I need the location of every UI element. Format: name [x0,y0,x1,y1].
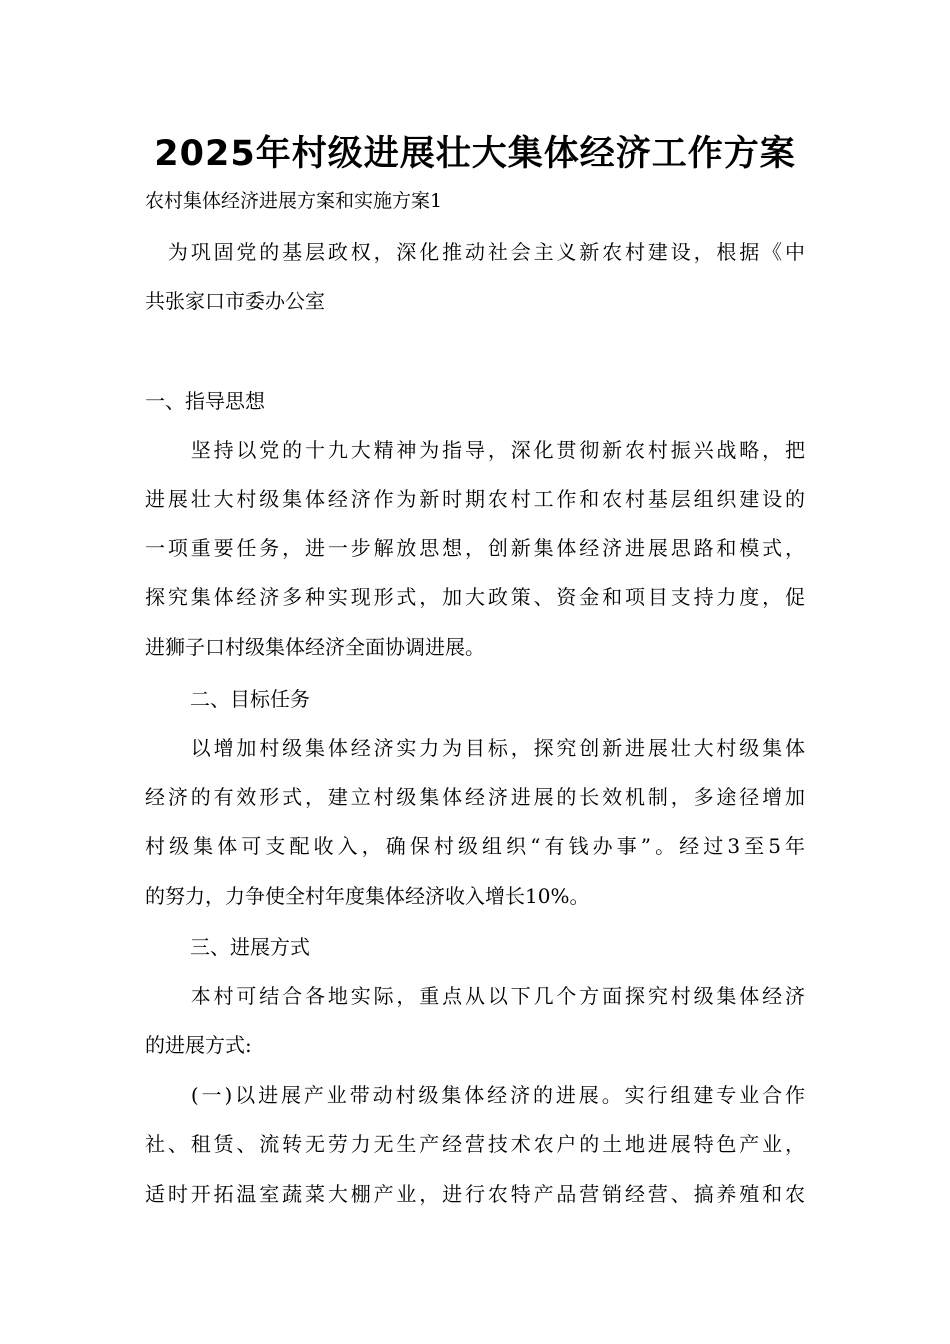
section-heading-goals: 二、目标任务 [190,687,310,711]
document-subtitle: 农村集体经济进展方案和实施方案1 [145,190,443,212]
paragraph-line: 以增加村级集体经济实力为目标，探究创新进展壮大村级集体 [145,736,805,760]
section-heading-methods: 三、进展方式 [190,935,310,959]
intro-line: 为巩固党的基层政权，深化推动社会主义新农村建设，根据《中 [145,240,805,264]
paragraph-line: 探究集体经济多种实现形式，加大政策、资金和项目支持力度，促 [145,585,805,609]
paragraph-line: 社、租赁、流转无劳力无生产经营技术农户的土地进展特色产业， [145,1132,805,1156]
section-heading-guiding-ideology: 一、指导思想 [145,389,265,413]
paragraph-line: 一项重要任务，进一步解放思想，创新集体经济进展思路和模式， [145,536,805,560]
paragraph-line: 适时开拓温室蔬菜大棚产业，进行农特产品营销经营、搞养殖和农 [145,1182,805,1206]
paragraph-line: 的进展方式: [145,1033,252,1057]
document-title: 2025年村级进展壮大集体经济工作方案 [154,134,796,174]
paragraph-line: 本村可结合各地实际，重点从以下几个方面探究村级集体经济 [145,984,805,1008]
paragraph-line: 的努力，力争使全村年度集体经济收入增长10%。 [145,884,590,908]
paragraph-line: 村级集体可支配收入，确保村级组织“有钱办事”。经过3至5年 [145,834,805,858]
paragraph-line: 进展壮大村级集体经济作为新时期农村工作和农村基层组织建设的 [145,487,805,511]
paragraph-line: 进狮子口村级集体经济全面协调进展。 [145,635,485,659]
paragraph-line: (一)以进展产业带动村级集体经济的进展。实行组建专业合作 [145,1083,805,1107]
paragraph-line: 坚持以党的十九大精神为指导，深化贯彻新农村振兴战略，把 [145,438,805,462]
paragraph-line: 经济的有效形式，建立村级集体经济进展的长效机制，多途径增加 [145,785,805,809]
intro-line: 共张家口市委办公室 [145,289,325,313]
